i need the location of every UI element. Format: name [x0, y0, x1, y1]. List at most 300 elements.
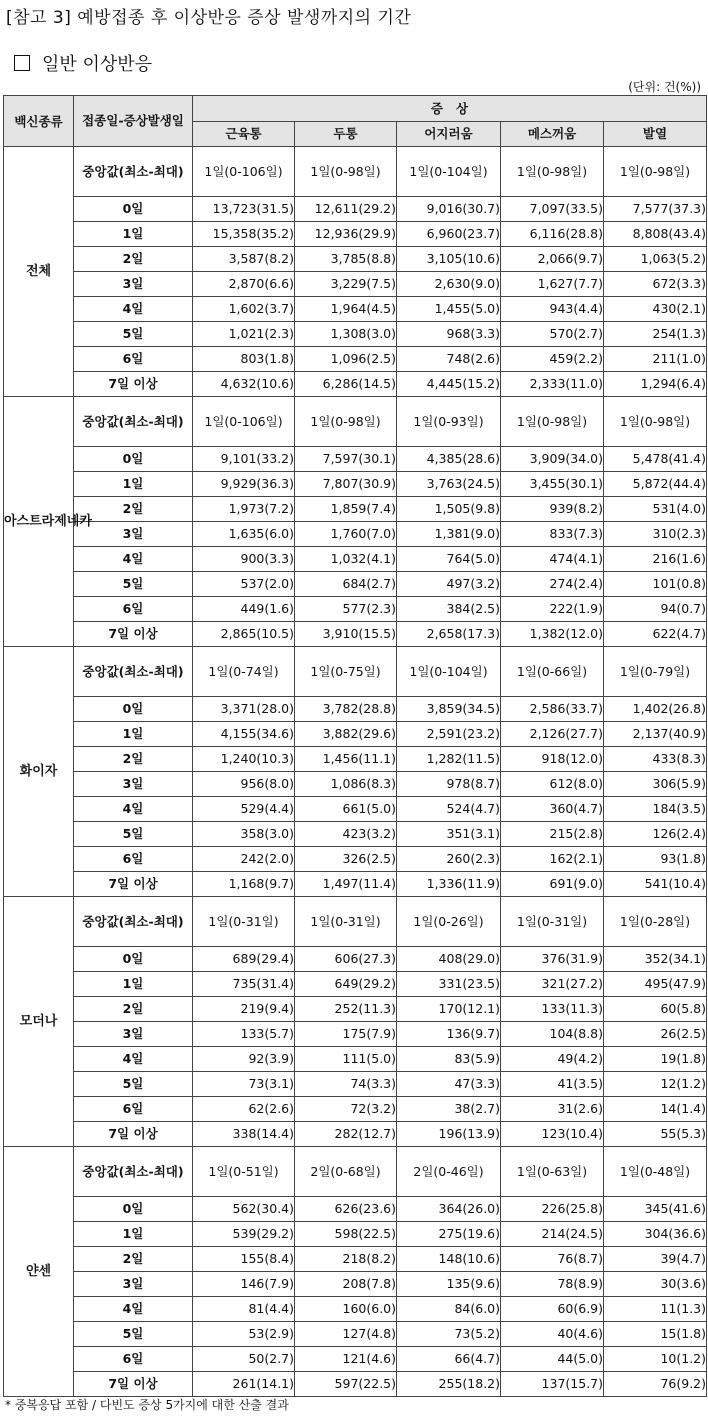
data-cell: 72(3.2) — [295, 1097, 397, 1122]
data-cell: 9,016(30.7) — [397, 197, 501, 222]
data-cell: 331(23.5) — [397, 972, 501, 997]
header-interval-text: 접종일-증상발생일 — [82, 113, 184, 128]
data-cell: 49(4.2) — [501, 1047, 604, 1072]
data-cell: 15,358(35.2) — [193, 222, 295, 247]
table-row — [4, 697, 707, 722]
row-label: 4일 — [74, 1047, 193, 1072]
data-cell: 66(4.7) — [397, 1347, 501, 1372]
footnote: * 중복응답 포함 / 다빈도 증상 5가지에 대한 산출 결과 — [5, 1398, 289, 1412]
data-cell: 1,627(7.7) — [501, 272, 604, 297]
median-cell: 1일(0-31일) — [295, 897, 397, 947]
data-cell: 3,910(15.5) — [295, 622, 397, 647]
row-label: 6일 — [74, 597, 193, 622]
median-cell: 1일(0-63일) — [501, 1147, 604, 1197]
data-cell: 15(1.8) — [604, 1322, 707, 1347]
data-cell: 226(25.8) — [501, 1197, 604, 1222]
row-label: 3일 — [74, 522, 193, 547]
data-cell: 1,505(9.8) — [397, 497, 501, 522]
median-cell: 2일(0-68일) — [295, 1147, 397, 1197]
row-label: 0일 — [74, 697, 193, 722]
data-cell: 364(26.0) — [397, 1197, 501, 1222]
row-label: 2일 — [74, 497, 193, 522]
data-cell: 748(2.6) — [397, 347, 501, 372]
data-cell: 497(3.2) — [397, 572, 501, 597]
data-cell: 7,597(30.1) — [295, 447, 397, 472]
data-cell: 449(1.6) — [193, 597, 295, 622]
data-cell: 1,240(10.3) — [193, 747, 295, 772]
data-cell: 9,929(36.3) — [193, 472, 295, 497]
data-cell: 606(27.3) — [295, 947, 397, 972]
row-label: 1일 — [74, 1222, 193, 1247]
data-cell: 597(22.5) — [295, 1372, 397, 1397]
data-cell: 1,635(6.0) — [193, 522, 295, 547]
row-label: 6일 — [74, 847, 193, 872]
table-row — [4, 597, 707, 622]
data-cell: 133(5.7) — [193, 1022, 295, 1047]
data-cell: 1,456(11.1) — [295, 747, 397, 772]
data-cell: 74(3.3) — [295, 1072, 397, 1097]
table-row — [4, 1247, 707, 1272]
data-cell: 215(2.8) — [501, 822, 604, 847]
row-label: 4일 — [74, 797, 193, 822]
data-cell: 612(8.0) — [501, 772, 604, 797]
median-cell: 1일(0-26일) — [397, 897, 501, 947]
data-cell: 60(5.8) — [604, 997, 707, 1022]
data-cell: 3,859(34.5) — [397, 697, 501, 722]
data-cell: 160(6.0) — [295, 1297, 397, 1322]
row-label: 5일 — [74, 822, 193, 847]
data-cell: 1,973(7.2) — [193, 497, 295, 522]
data-cell: 3,229(7.5) — [295, 272, 397, 297]
table-row — [4, 947, 707, 972]
data-cell: 321(27.2) — [501, 972, 604, 997]
table-row — [4, 397, 707, 447]
data-cell: 495(47.9) — [604, 972, 707, 997]
data-cell: 622(4.7) — [604, 622, 707, 647]
data-cell: 360(4.7) — [501, 797, 604, 822]
document-title: [참고 3] 예방접종 후 이상반응 증상 발생까지의 기간 — [6, 8, 412, 28]
data-cell: 137(15.7) — [501, 1372, 604, 1397]
data-cell: 310(2.3) — [604, 522, 707, 547]
data-cell: 4,632(10.6) — [193, 372, 295, 397]
data-cell: 146(7.9) — [193, 1272, 295, 1297]
data-cell: 1,602(3.7) — [193, 297, 295, 322]
data-cell: 19(1.8) — [604, 1047, 707, 1072]
table-row — [4, 997, 707, 1022]
data-cell: 6,286(14.5) — [295, 372, 397, 397]
table-row — [4, 1222, 707, 1247]
data-cell: 833(7.3) — [501, 522, 604, 547]
data-cell: 326(2.5) — [295, 847, 397, 872]
data-cell: 26(2.5) — [604, 1022, 707, 1047]
row-label: 4일 — [74, 547, 193, 572]
header-interval — [74, 96, 193, 147]
median-cell: 1일(0-98일) — [604, 397, 707, 447]
table-row — [4, 1122, 707, 1147]
median-cell: 1일(0-106일) — [193, 397, 295, 447]
row-label: 중앙값(최소-최대) — [74, 147, 193, 197]
data-cell: 214(24.5) — [501, 1222, 604, 1247]
data-cell: 3,909(34.0) — [501, 447, 604, 472]
table-row — [4, 622, 707, 647]
table-row — [4, 847, 707, 872]
data-cell: 345(41.6) — [604, 1197, 707, 1222]
table-row — [4, 1022, 707, 1047]
data-cell: 352(34.1) — [604, 947, 707, 972]
data-cell: 562(30.4) — [193, 1197, 295, 1222]
data-cell: 211(1.0) — [604, 347, 707, 372]
table-row — [4, 447, 707, 472]
data-cell: 598(22.5) — [295, 1222, 397, 1247]
data-cell: 78(8.9) — [501, 1272, 604, 1297]
data-cell: 2,137(40.9) — [604, 722, 707, 747]
data-cell: 408(29.0) — [397, 947, 501, 972]
data-cell: 1,282(11.5) — [397, 747, 501, 772]
header-symptoms-group: 증 상 — [193, 96, 707, 122]
data-cell: 76(9.2) — [604, 1372, 707, 1397]
header-symptom: 어지러움 — [397, 122, 501, 147]
table-row — [4, 297, 707, 322]
data-cell: 3,587(8.2) — [193, 247, 295, 272]
data-cell: 4,445(15.2) — [397, 372, 501, 397]
data-cell: 93(1.8) — [604, 847, 707, 872]
data-cell: 73(5.2) — [397, 1322, 501, 1347]
data-cell: 978(8.7) — [397, 772, 501, 797]
data-cell: 148(10.6) — [397, 1247, 501, 1272]
row-label: 0일 — [74, 1197, 193, 1222]
median-cell: 1일(0-98일) — [295, 147, 397, 197]
data-cell: 672(3.3) — [604, 272, 707, 297]
data-cell: 81(4.4) — [193, 1297, 295, 1322]
row-label: 5일 — [74, 1072, 193, 1097]
data-cell: 94(0.7) — [604, 597, 707, 622]
median-cell: 1일(0-28일) — [604, 897, 707, 947]
row-label: 1일 — [74, 722, 193, 747]
section-heading-text: 일반 이상반응 — [42, 54, 153, 75]
data-cell: 3,105(10.6) — [397, 247, 501, 272]
data-cell: 1,964(4.5) — [295, 297, 397, 322]
data-cell: 242(2.0) — [193, 847, 295, 872]
table-row — [4, 572, 707, 597]
median-cell: 1일(0-98일) — [604, 147, 707, 197]
data-cell: 260(2.3) — [397, 847, 501, 872]
table-row — [4, 797, 707, 822]
data-cell: 423(3.2) — [295, 822, 397, 847]
table-row — [4, 1347, 707, 1372]
data-cell: 3,455(30.1) — [501, 472, 604, 497]
data-cell: 570(2.7) — [501, 322, 604, 347]
data-cell: 1,086(8.3) — [295, 772, 397, 797]
data-cell: 956(8.0) — [193, 772, 295, 797]
data-cell: 1,168(9.7) — [193, 872, 295, 897]
data-cell: 1,382(12.0) — [501, 622, 604, 647]
data-cell: 282(12.7) — [295, 1122, 397, 1147]
row-label: 중앙값(최소-최대) — [74, 897, 193, 947]
table-row — [4, 1197, 707, 1222]
data-cell: 4,155(34.6) — [193, 722, 295, 747]
data-cell: 127(4.8) — [295, 1322, 397, 1347]
row-label: 중앙값(최소-최대) — [74, 1147, 193, 1197]
data-cell: 5,478(41.4) — [604, 447, 707, 472]
data-cell: 83(5.9) — [397, 1047, 501, 1072]
table-row — [4, 247, 707, 272]
row-label: 4일 — [74, 297, 193, 322]
data-cell: 30(3.6) — [604, 1272, 707, 1297]
data-cell: 162(2.1) — [501, 847, 604, 872]
data-cell: 691(9.0) — [501, 872, 604, 897]
row-label: 3일 — [74, 1022, 193, 1047]
vaccine-name: 아스트라제네카 — [4, 397, 74, 647]
data-cell: 2,126(27.7) — [501, 722, 604, 747]
data-cell: 918(12.0) — [501, 747, 604, 772]
data-cell: 104(8.8) — [501, 1022, 604, 1047]
data-cell: 2,865(10.5) — [193, 622, 295, 647]
data-cell: 40(4.6) — [501, 1322, 604, 1347]
row-label: 7일 이상 — [74, 1372, 193, 1397]
row-label: 7일 이상 — [74, 872, 193, 897]
square-bullet-icon — [14, 55, 30, 71]
data-cell: 222(1.9) — [501, 597, 604, 622]
header-symptom: 발열 — [604, 122, 707, 147]
data-cell: 304(36.6) — [604, 1222, 707, 1247]
data-cell: 44(5.0) — [501, 1347, 604, 1372]
data-cell: 351(3.1) — [397, 822, 501, 847]
data-cell: 7,807(30.9) — [295, 472, 397, 497]
table-row — [4, 1097, 707, 1122]
adverse-reaction-table — [3, 95, 707, 1397]
row-label: 6일 — [74, 347, 193, 372]
data-cell: 31(2.6) — [501, 1097, 604, 1122]
data-cell: 5,872(44.4) — [604, 472, 707, 497]
table-row — [4, 222, 707, 247]
table-row — [4, 197, 707, 222]
data-cell: 126(2.4) — [604, 822, 707, 847]
row-label: 0일 — [74, 197, 193, 222]
table-row — [4, 147, 707, 197]
table-row — [4, 872, 707, 897]
median-cell: 2일(0-46일) — [397, 1147, 501, 1197]
row-label: 1일 — [74, 222, 193, 247]
table-row — [4, 1272, 707, 1297]
table-row — [4, 972, 707, 997]
median-cell: 1일(0-31일) — [501, 897, 604, 947]
row-label: 6일 — [74, 1097, 193, 1122]
data-cell: 529(4.4) — [193, 797, 295, 822]
data-cell: 541(10.4) — [604, 872, 707, 897]
data-cell: 3,882(29.6) — [295, 722, 397, 747]
median-cell: 1일(0-93일) — [397, 397, 501, 447]
data-cell: 261(14.1) — [193, 1372, 295, 1397]
data-cell: 7,577(37.3) — [604, 197, 707, 222]
data-cell: 1,336(11.9) — [397, 872, 501, 897]
data-cell: 358(3.0) — [193, 822, 295, 847]
data-cell: 155(8.4) — [193, 1247, 295, 1272]
data-cell: 274(2.4) — [501, 572, 604, 597]
unit-note: (단위: 건(%)) — [628, 80, 701, 94]
median-cell: 1일(0-48일) — [604, 1147, 707, 1197]
table-row — [4, 1322, 707, 1347]
data-cell: 175(7.9) — [295, 1022, 397, 1047]
data-cell: 626(23.6) — [295, 1197, 397, 1222]
data-cell: 6,116(28.8) — [501, 222, 604, 247]
median-cell: 1일(0-79일) — [604, 647, 707, 697]
median-cell: 1일(0-51일) — [193, 1147, 295, 1197]
data-cell: 539(29.2) — [193, 1222, 295, 1247]
data-cell: 53(2.9) — [193, 1322, 295, 1347]
data-cell: 275(19.6) — [397, 1222, 501, 1247]
data-cell: 121(4.6) — [295, 1347, 397, 1372]
data-cell: 136(9.7) — [397, 1022, 501, 1047]
table-row — [4, 822, 707, 847]
median-cell: 1일(0-98일) — [501, 397, 604, 447]
data-cell: 1,308(3.0) — [295, 322, 397, 347]
data-cell: 39(4.7) — [604, 1247, 707, 1272]
row-label: 6일 — [74, 1347, 193, 1372]
data-cell: 1,021(2.3) — [193, 322, 295, 347]
data-cell: 661(5.0) — [295, 797, 397, 822]
data-cell: 649(29.2) — [295, 972, 397, 997]
data-cell: 943(4.4) — [501, 297, 604, 322]
data-cell: 55(5.3) — [604, 1122, 707, 1147]
data-cell: 101(0.8) — [604, 572, 707, 597]
data-cell: 218(8.2) — [295, 1247, 397, 1272]
data-cell: 76(8.7) — [501, 1247, 604, 1272]
data-cell: 255(18.2) — [397, 1372, 501, 1397]
data-cell: 208(7.8) — [295, 1272, 397, 1297]
data-cell: 10(1.2) — [604, 1347, 707, 1372]
data-cell: 735(31.4) — [193, 972, 295, 997]
data-cell: 306(5.9) — [604, 772, 707, 797]
data-cell: 60(6.9) — [501, 1297, 604, 1322]
data-cell: 1,063(5.2) — [604, 247, 707, 272]
table-row — [4, 1072, 707, 1097]
header-row-1 — [4, 96, 707, 122]
data-cell: 474(4.1) — [501, 547, 604, 572]
data-cell: 1,760(7.0) — [295, 522, 397, 547]
row-label: 2일 — [74, 247, 193, 272]
data-cell: 8,808(43.4) — [604, 222, 707, 247]
data-cell: 62(2.6) — [193, 1097, 295, 1122]
table-row — [4, 497, 707, 522]
data-cell: 12(1.2) — [604, 1072, 707, 1097]
header-vaccine-type: 백신종류 — [4, 96, 74, 147]
table-row — [4, 272, 707, 297]
table-row — [4, 472, 707, 497]
table-row — [4, 772, 707, 797]
table-row — [4, 547, 707, 572]
data-cell: 2,591(23.2) — [397, 722, 501, 747]
data-cell: 38(2.7) — [397, 1097, 501, 1122]
data-cell: 73(3.1) — [193, 1072, 295, 1097]
data-cell: 531(4.0) — [604, 497, 707, 522]
row-label: 3일 — [74, 1272, 193, 1297]
data-cell: 50(2.7) — [193, 1347, 295, 1372]
header-symptom: 메스꺼움 — [501, 122, 604, 147]
median-cell: 1일(0-98일) — [501, 147, 604, 197]
data-cell: 12,611(29.2) — [295, 197, 397, 222]
row-label: 4일 — [74, 1297, 193, 1322]
data-cell: 9,101(33.2) — [193, 447, 295, 472]
data-cell: 47(3.3) — [397, 1072, 501, 1097]
data-cell: 524(4.7) — [397, 797, 501, 822]
data-cell: 1,381(9.0) — [397, 522, 501, 547]
row-label: 5일 — [74, 572, 193, 597]
row-label: 2일 — [74, 997, 193, 1022]
median-cell: 1일(0-104일) — [397, 147, 501, 197]
data-cell: 7,097(33.5) — [501, 197, 604, 222]
row-label: 3일 — [74, 772, 193, 797]
header-symptom: 근육통 — [193, 122, 295, 147]
table-row — [4, 897, 707, 947]
data-cell: 2,658(17.3) — [397, 622, 501, 647]
data-cell: 764(5.0) — [397, 547, 501, 572]
data-cell: 135(9.6) — [397, 1272, 501, 1297]
table-row — [4, 1047, 707, 1072]
data-cell: 939(8.2) — [501, 497, 604, 522]
data-cell: 12,936(29.9) — [295, 222, 397, 247]
median-cell: 1일(0-66일) — [501, 647, 604, 697]
table-row — [4, 372, 707, 397]
row-label: 0일 — [74, 447, 193, 472]
data-cell: 900(3.3) — [193, 547, 295, 572]
row-label: 2일 — [74, 1247, 193, 1272]
table-row — [4, 322, 707, 347]
data-cell: 184(3.5) — [604, 797, 707, 822]
data-cell: 41(3.5) — [501, 1072, 604, 1097]
data-cell: 1,402(26.8) — [604, 697, 707, 722]
median-cell: 1일(0-31일) — [193, 897, 295, 947]
vaccine-name: 모더나 — [4, 897, 74, 1147]
row-label: 중앙값(최소-최대) — [74, 647, 193, 697]
median-cell: 1일(0-74일) — [193, 647, 295, 697]
data-cell: 111(5.0) — [295, 1047, 397, 1072]
row-label: 7일 이상 — [74, 1122, 193, 1147]
data-cell: 968(3.3) — [397, 322, 501, 347]
table-row — [4, 1147, 707, 1197]
data-cell: 252(11.3) — [295, 997, 397, 1022]
table-row — [4, 747, 707, 772]
data-cell: 4,385(28.6) — [397, 447, 501, 472]
median-cell: 1일(0-75일) — [295, 647, 397, 697]
data-cell: 338(14.4) — [193, 1122, 295, 1147]
data-cell: 1,096(2.5) — [295, 347, 397, 372]
data-cell: 433(8.3) — [604, 747, 707, 772]
data-cell: 14(1.4) — [604, 1097, 707, 1122]
row-label: 2일 — [74, 747, 193, 772]
data-cell: 459(2.2) — [501, 347, 604, 372]
data-cell: 196(13.9) — [397, 1122, 501, 1147]
data-cell: 3,782(28.8) — [295, 697, 397, 722]
data-cell: 3,785(8.8) — [295, 247, 397, 272]
row-label: 5일 — [74, 322, 193, 347]
data-cell: 11(1.3) — [604, 1297, 707, 1322]
data-cell: 2,630(9.0) — [397, 272, 501, 297]
row-label: 3일 — [74, 272, 193, 297]
row-label: 7일 이상 — [74, 372, 193, 397]
data-cell: 84(6.0) — [397, 1297, 501, 1322]
table-row — [4, 522, 707, 547]
row-label: 7일 이상 — [74, 622, 193, 647]
table-row — [4, 1297, 707, 1322]
row-label: 중앙값(최소-최대) — [74, 397, 193, 447]
data-cell: 1,859(7.4) — [295, 497, 397, 522]
data-cell: 1,455(5.0) — [397, 297, 501, 322]
data-cell: 2,870(6.6) — [193, 272, 295, 297]
vaccine-name: 전체 — [4, 147, 74, 397]
data-cell: 1,497(11.4) — [295, 872, 397, 897]
data-cell: 803(1.8) — [193, 347, 295, 372]
data-cell: 689(29.4) — [193, 947, 295, 972]
